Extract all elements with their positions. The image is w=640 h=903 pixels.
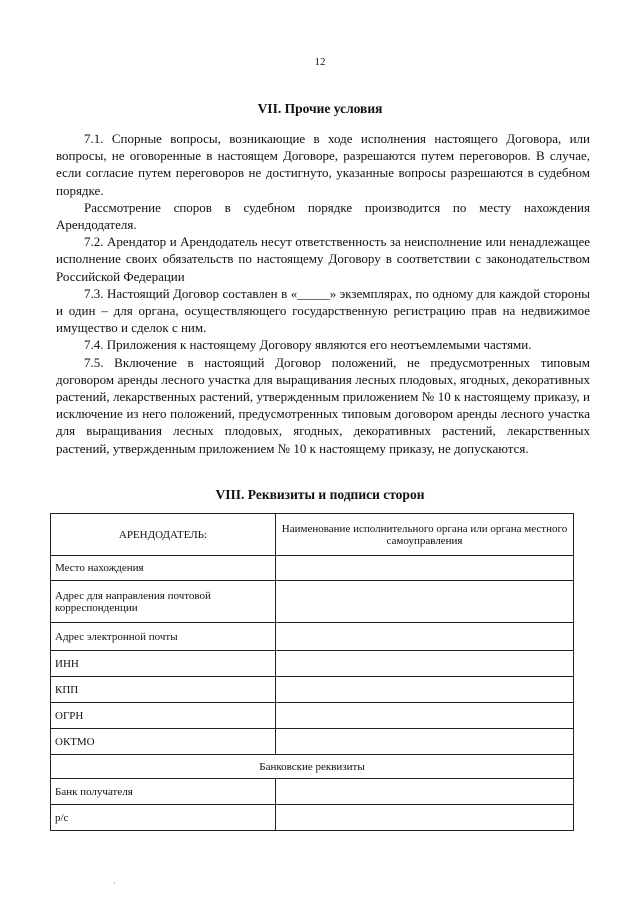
table-row xyxy=(51,677,574,703)
section-vii-body xyxy=(56,130,590,457)
table-row xyxy=(51,805,574,831)
row-value-email xyxy=(276,623,574,651)
row-value-account xyxy=(276,805,574,831)
row-label-email: Адрес электронной почты xyxy=(51,623,276,651)
paragraph-7-2: 7.2. Арендатор и Арендодатель несут ответственность за неисполнение или ненадлежащее исполнение своих обязательств по настоящему Договору в соответствии с законодательством Российской Федерации xyxy=(56,234,590,284)
row-label-kpp: КПП xyxy=(51,677,276,703)
section-vii-title: VII. Прочие условия xyxy=(257,101,383,116)
bank-details-header: Банковские реквизиты xyxy=(51,755,574,779)
row-value-inn xyxy=(276,651,574,677)
row-value-location xyxy=(276,556,574,581)
paragraph-7-3: 7.3. Настоящий Договор составлен в «_____» экземплярах, по одному для каждой стороны и один – для органа, осуществляющего государственную регистрацию прав на недвижимое имущество и сделок с ним. xyxy=(56,285,590,336)
table-row xyxy=(51,651,574,677)
bank-header-row xyxy=(51,755,574,779)
paragraph-7-4: 7.4. Приложения к настоящему Договору являются его неотъемлемыми частями. xyxy=(84,337,532,353)
table-header-row xyxy=(51,514,574,556)
requisites-table xyxy=(50,513,574,831)
row-label-ogrn: ОГРН xyxy=(51,703,276,729)
row-value-oktmo xyxy=(276,729,574,755)
row-label-location: Место нахождения xyxy=(51,556,276,581)
paragraph-7-1: 7.1. Спорные вопросы, возникающие в ходе исполнения настоящего Договора, или вопросы, не оговоренные в настоящем Договоре, разрешаются путем переговоров. В случае, если согласие путем переговоров не достигнуто, указанные вопросы разрешаются в судебном порядке. xyxy=(56,131,590,198)
row-label-oktmo: ОКТМО xyxy=(51,729,276,755)
table-row xyxy=(51,556,574,581)
row-label-bank: Банк получателя xyxy=(51,779,276,805)
row-value-postal-address xyxy=(276,581,574,623)
header-organ-name: Наименование исполнительного органа или органа местного самоуправления xyxy=(276,514,574,556)
paragraph-7-5: 7.5. Включение в настоящий Договор положений, не предусмотренных типовым договором аренды лесного участка для выращивания лесных плодовых, ягодных, декоративных растений, лекарственных растений, утвержденным приложением № 10 к настоящему приказу, и исключение из него положений, предусмотренных типовым договором аренды лесного участка для выращивания лесных плодовых, ягодных, декоративных растений, лекарственных растений, утвержденным приложением № 10 к настоящему приказу, не допускаются. xyxy=(56,354,590,456)
page-number: 12 xyxy=(314,56,326,68)
row-label-account: р/с xyxy=(51,805,276,831)
table-row xyxy=(51,779,574,805)
table-row xyxy=(51,581,574,623)
section-viii-title: VIII. Реквизиты и подписи сторон xyxy=(215,487,425,502)
table-row xyxy=(51,703,574,729)
table-row xyxy=(51,729,574,755)
row-label-postal-address: Адрес для направления почтовой корреспонденции xyxy=(51,581,276,623)
paragraph-7-1-disputes: Рассмотрение споров в судебном порядке производится по месту нахождения Арендодателя. xyxy=(56,199,590,233)
row-value-kpp xyxy=(276,677,574,703)
row-value-ogrn xyxy=(276,703,574,729)
row-value-bank xyxy=(276,779,574,805)
table-row xyxy=(51,623,574,651)
footer-mark: · xyxy=(113,879,116,888)
header-landlord: АРЕНДОДАТЕЛЬ: xyxy=(51,514,276,556)
row-label-inn: ИНН xyxy=(51,651,276,677)
